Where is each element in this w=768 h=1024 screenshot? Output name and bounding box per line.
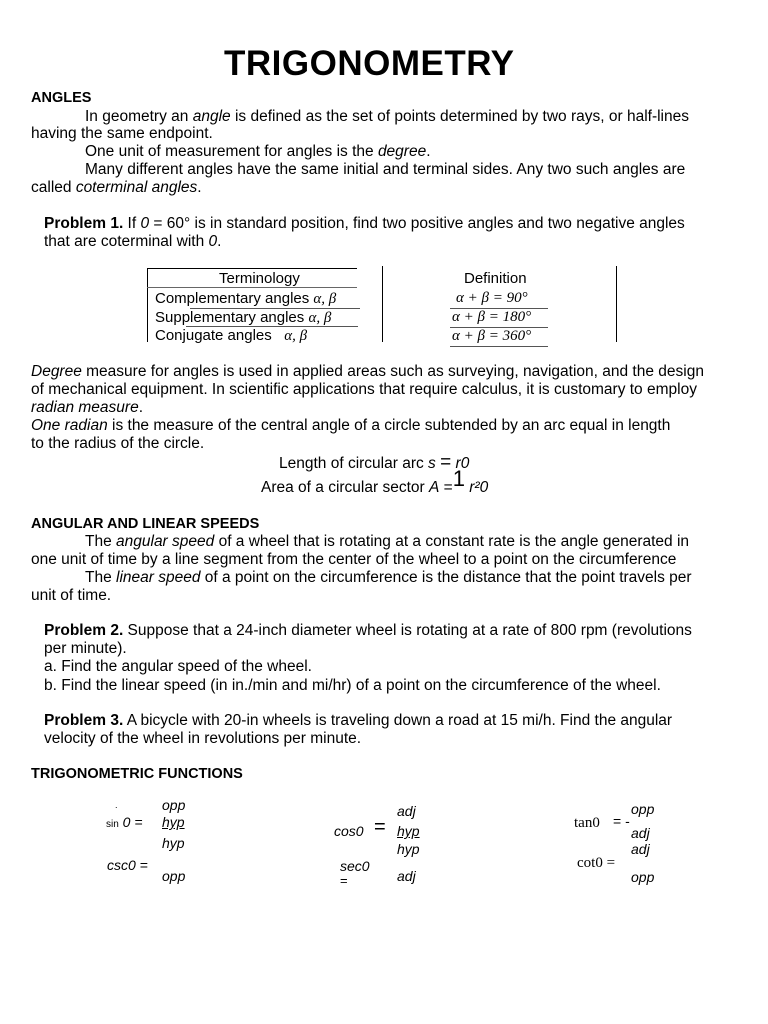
sec-equals: = xyxy=(340,873,348,888)
linear-speed-line-1: The linear speed of a point on the circumference is the distance that the point travels per xyxy=(85,569,692,586)
radian-definition-line-2: to the radius of the circle. xyxy=(31,435,205,452)
linear-speed-line-2: unit of time. xyxy=(31,587,112,604)
table-header-definition: Definition xyxy=(464,270,527,287)
tan-denominator: adj xyxy=(631,825,650,841)
sin-label: sin 0 = xyxy=(106,814,143,830)
problem-2-part-a: a. Find the angular speed of the wheel. xyxy=(44,658,312,675)
sin-fraction-bar: hyp xyxy=(162,814,185,830)
degree-paragraph-line-1: Degree measure for angles is used in applied areas such as surveying, navigation, and the design xyxy=(31,363,704,380)
tan-equals: = - xyxy=(613,813,630,829)
problem-1-line-2: that are coterminal with 0. xyxy=(44,233,222,250)
degree-paragraph-line-2: of mechanical equipment. In scientific applications that require calculus, it is customary to employ xyxy=(31,381,697,398)
cos-label: cos0 xyxy=(334,823,364,839)
table-def-conjugate: α + β = 360° xyxy=(452,328,532,344)
sin-denominator: hyp xyxy=(162,835,185,851)
cos-denominator: hyp xyxy=(397,841,420,857)
table-header-terminology: Terminology xyxy=(219,270,300,287)
tan-label: tan0 xyxy=(574,815,600,831)
table-row-complementary: Complementary angles α, β xyxy=(155,290,337,307)
sin-numerator: opp xyxy=(162,797,186,813)
sector-area-formula: Area of a circular sector A =1 r²0 xyxy=(261,466,489,496)
angles-paragraph-1-line-2: having the same endpoint. xyxy=(31,125,213,142)
table-row-conjugate: Conjugate angles α, β xyxy=(155,327,308,344)
angles-paragraph-2: One unit of measurement for angles is the degree. xyxy=(85,143,431,160)
speeds-heading: ANGULAR AND LINEAR SPEEDS xyxy=(31,516,260,532)
angles-paragraph-3-line-2: called coterminal angles. xyxy=(31,179,202,196)
degree-paragraph-line-3: radian measure. xyxy=(31,399,144,416)
angles-paragraph-1-line-1: In geometry an angle is defined as the set of points determined by two rays, or half-lines xyxy=(85,108,689,125)
cot-value: opp xyxy=(631,869,655,885)
table-def-supplementary: α + β = 180° xyxy=(452,309,532,325)
tan-numerator: opp xyxy=(631,801,655,817)
radian-definition-line-1: One radian is the measure of the central angle of a circle subtended by an arc equal in length xyxy=(31,417,671,434)
sec-label: sec0 xyxy=(340,858,370,874)
cos-equals: = xyxy=(374,816,386,838)
problem-1-line-1: Problem 1. If 0 = 60° is in standard position, find two positive angles and two negative angles xyxy=(44,215,685,232)
angular-speed-line-1: The angular speed of a wheel that is rotating at a constant rate is the angle generated in xyxy=(85,533,690,550)
cot-numerator: adj xyxy=(631,841,650,857)
trig-functions-heading: TRIGONOMETRIC FUNCTIONS xyxy=(31,766,243,782)
angular-speed-line-2: one unit of time by a line segment from the center of the wheel to a point on the circumference xyxy=(31,551,677,568)
sec-value: adj xyxy=(397,868,416,884)
angles-paragraph-3-line-1: Many different angles have the same initial and terminal sides. Any two such angles are xyxy=(85,161,686,178)
table-row-supplementary: Supplementary angles α, β xyxy=(155,309,332,326)
problem-3-line-2: velocity of the wheel in revolutions per minute. xyxy=(44,730,362,747)
problem-3-line-1: Problem 3. A bicycle with 20-in wheels is traveling down a road at 15 mi/h. Find the angular xyxy=(44,712,673,729)
sin-dot: . xyxy=(115,800,118,810)
cos-fraction-bar: hyp xyxy=(397,823,420,839)
table-def-complementary: α + β = 90° xyxy=(456,290,528,306)
cot-label: cot0 = xyxy=(577,855,616,871)
problem-2-line-2: per minute). xyxy=(44,640,127,657)
problem-2-line-1: Problem 2. Suppose that a 24-inch diameter wheel is rotating at a rate of 800 rpm (revolutions xyxy=(44,622,692,639)
arc-length-formula: Length of circular arc s = r0 xyxy=(279,452,470,473)
csc-value: opp xyxy=(162,868,186,884)
csc-label: csc0 = xyxy=(107,857,148,873)
page-title: TRIGONOMETRY xyxy=(224,44,515,83)
angles-heading: ANGLES xyxy=(31,90,92,106)
cos-numerator: adj xyxy=(397,803,416,819)
problem-2-part-b: b. Find the linear speed (in in./min and mi/hr) of a point on the circumference of the wheel. xyxy=(44,677,661,694)
